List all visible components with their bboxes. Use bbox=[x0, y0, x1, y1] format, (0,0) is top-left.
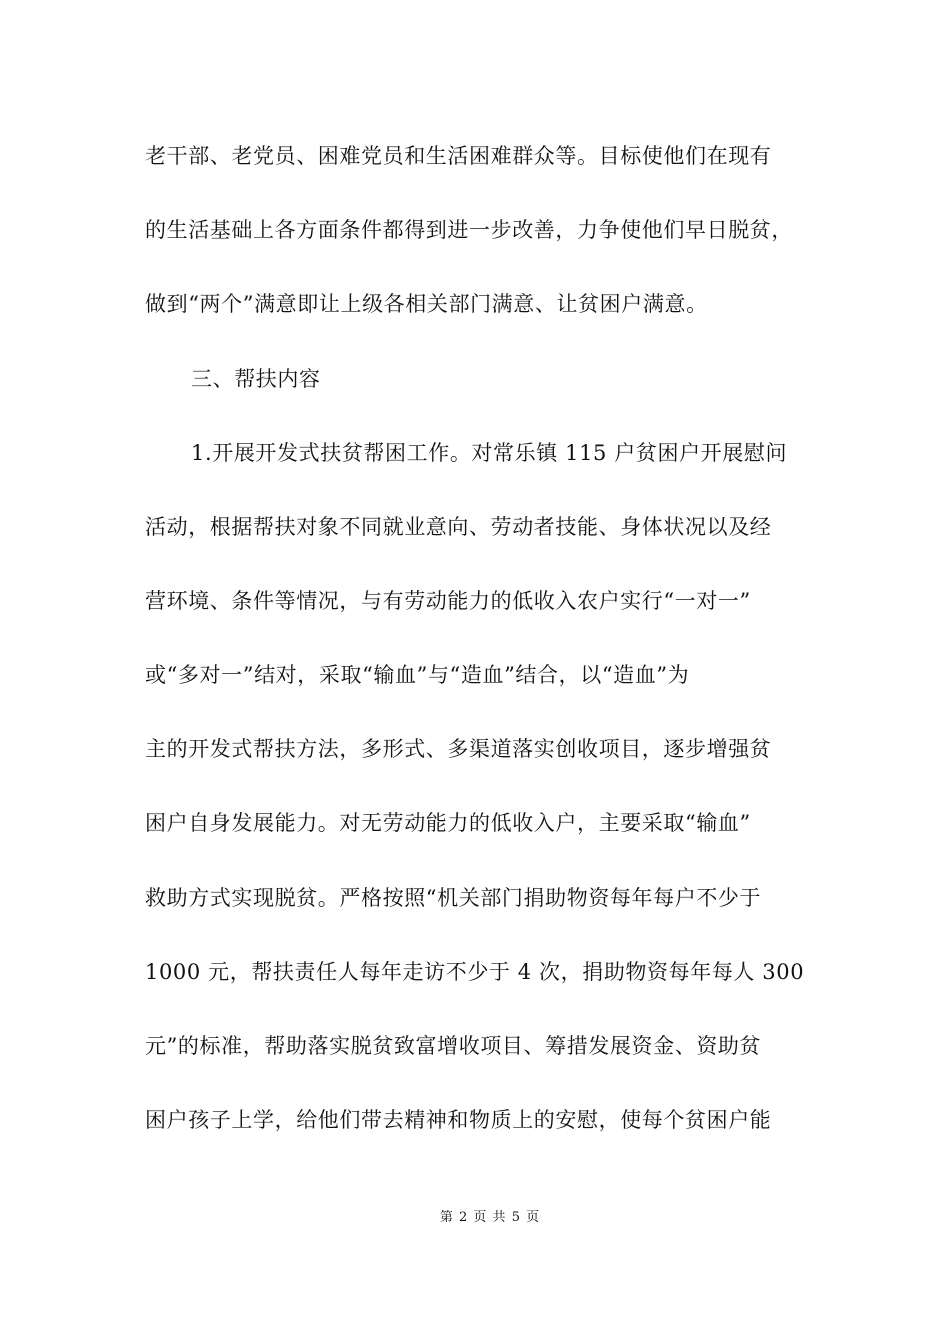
body-text-line: 1000 元，帮扶责任人每年走访不少于 4 次，捐助物资每年每人 300 bbox=[145, 960, 805, 984]
body-text-line: 做到“两个”满意即让上级各相关部门满意、让贫困户满意。 bbox=[145, 292, 708, 316]
body-text-line: 营环境、条件等情况，与有劳动能力的低收入农户实行“一对一” bbox=[145, 589, 751, 613]
body-text-line: 困户自身发展能力。对无劳动能力的低收入户，主要采取“输血” bbox=[145, 811, 751, 835]
body-text-line: 困户孩子上学，给他们带去精神和物质上的安慰，使每个贫困户能 bbox=[145, 1108, 772, 1132]
body-text-line: 1.开展开发式扶贫帮困工作。对常乐镇 115 户贫困户开展慰问 bbox=[191, 441, 788, 465]
body-text-line: 的生活基础上各方面条件都得到进一步改善，力争使他们早日脱贫， bbox=[145, 218, 793, 242]
body-text-line: 主的开发式帮扶方法，多形式、多渠道落实创收项目，逐步增强贫 bbox=[145, 737, 772, 761]
body-text-line: 老干部、老党员、困难党员和生活困难群众等。目标使他们在现有 bbox=[145, 144, 772, 168]
page-number-footer: 第 2 页 共 5 页 bbox=[439, 1210, 541, 1225]
body-text-line: 活动，根据帮扶对象不同就业意向、劳动者技能、身体状况以及经 bbox=[145, 515, 772, 539]
body-text-line: 或“多对一”结对，采取“输血”与“造血”结合，以“造血”为 bbox=[145, 663, 690, 687]
body-text-line: 元”的标准，帮助落实脱贫致富增收项目、筹措发展资金、资助贫 bbox=[145, 1034, 762, 1058]
section-heading: 三、帮扶内容 bbox=[191, 367, 321, 391]
body-text-line: 救助方式实现脱贫。严格按照“机关部门捐助物资每年每户不少于 bbox=[145, 886, 762, 910]
